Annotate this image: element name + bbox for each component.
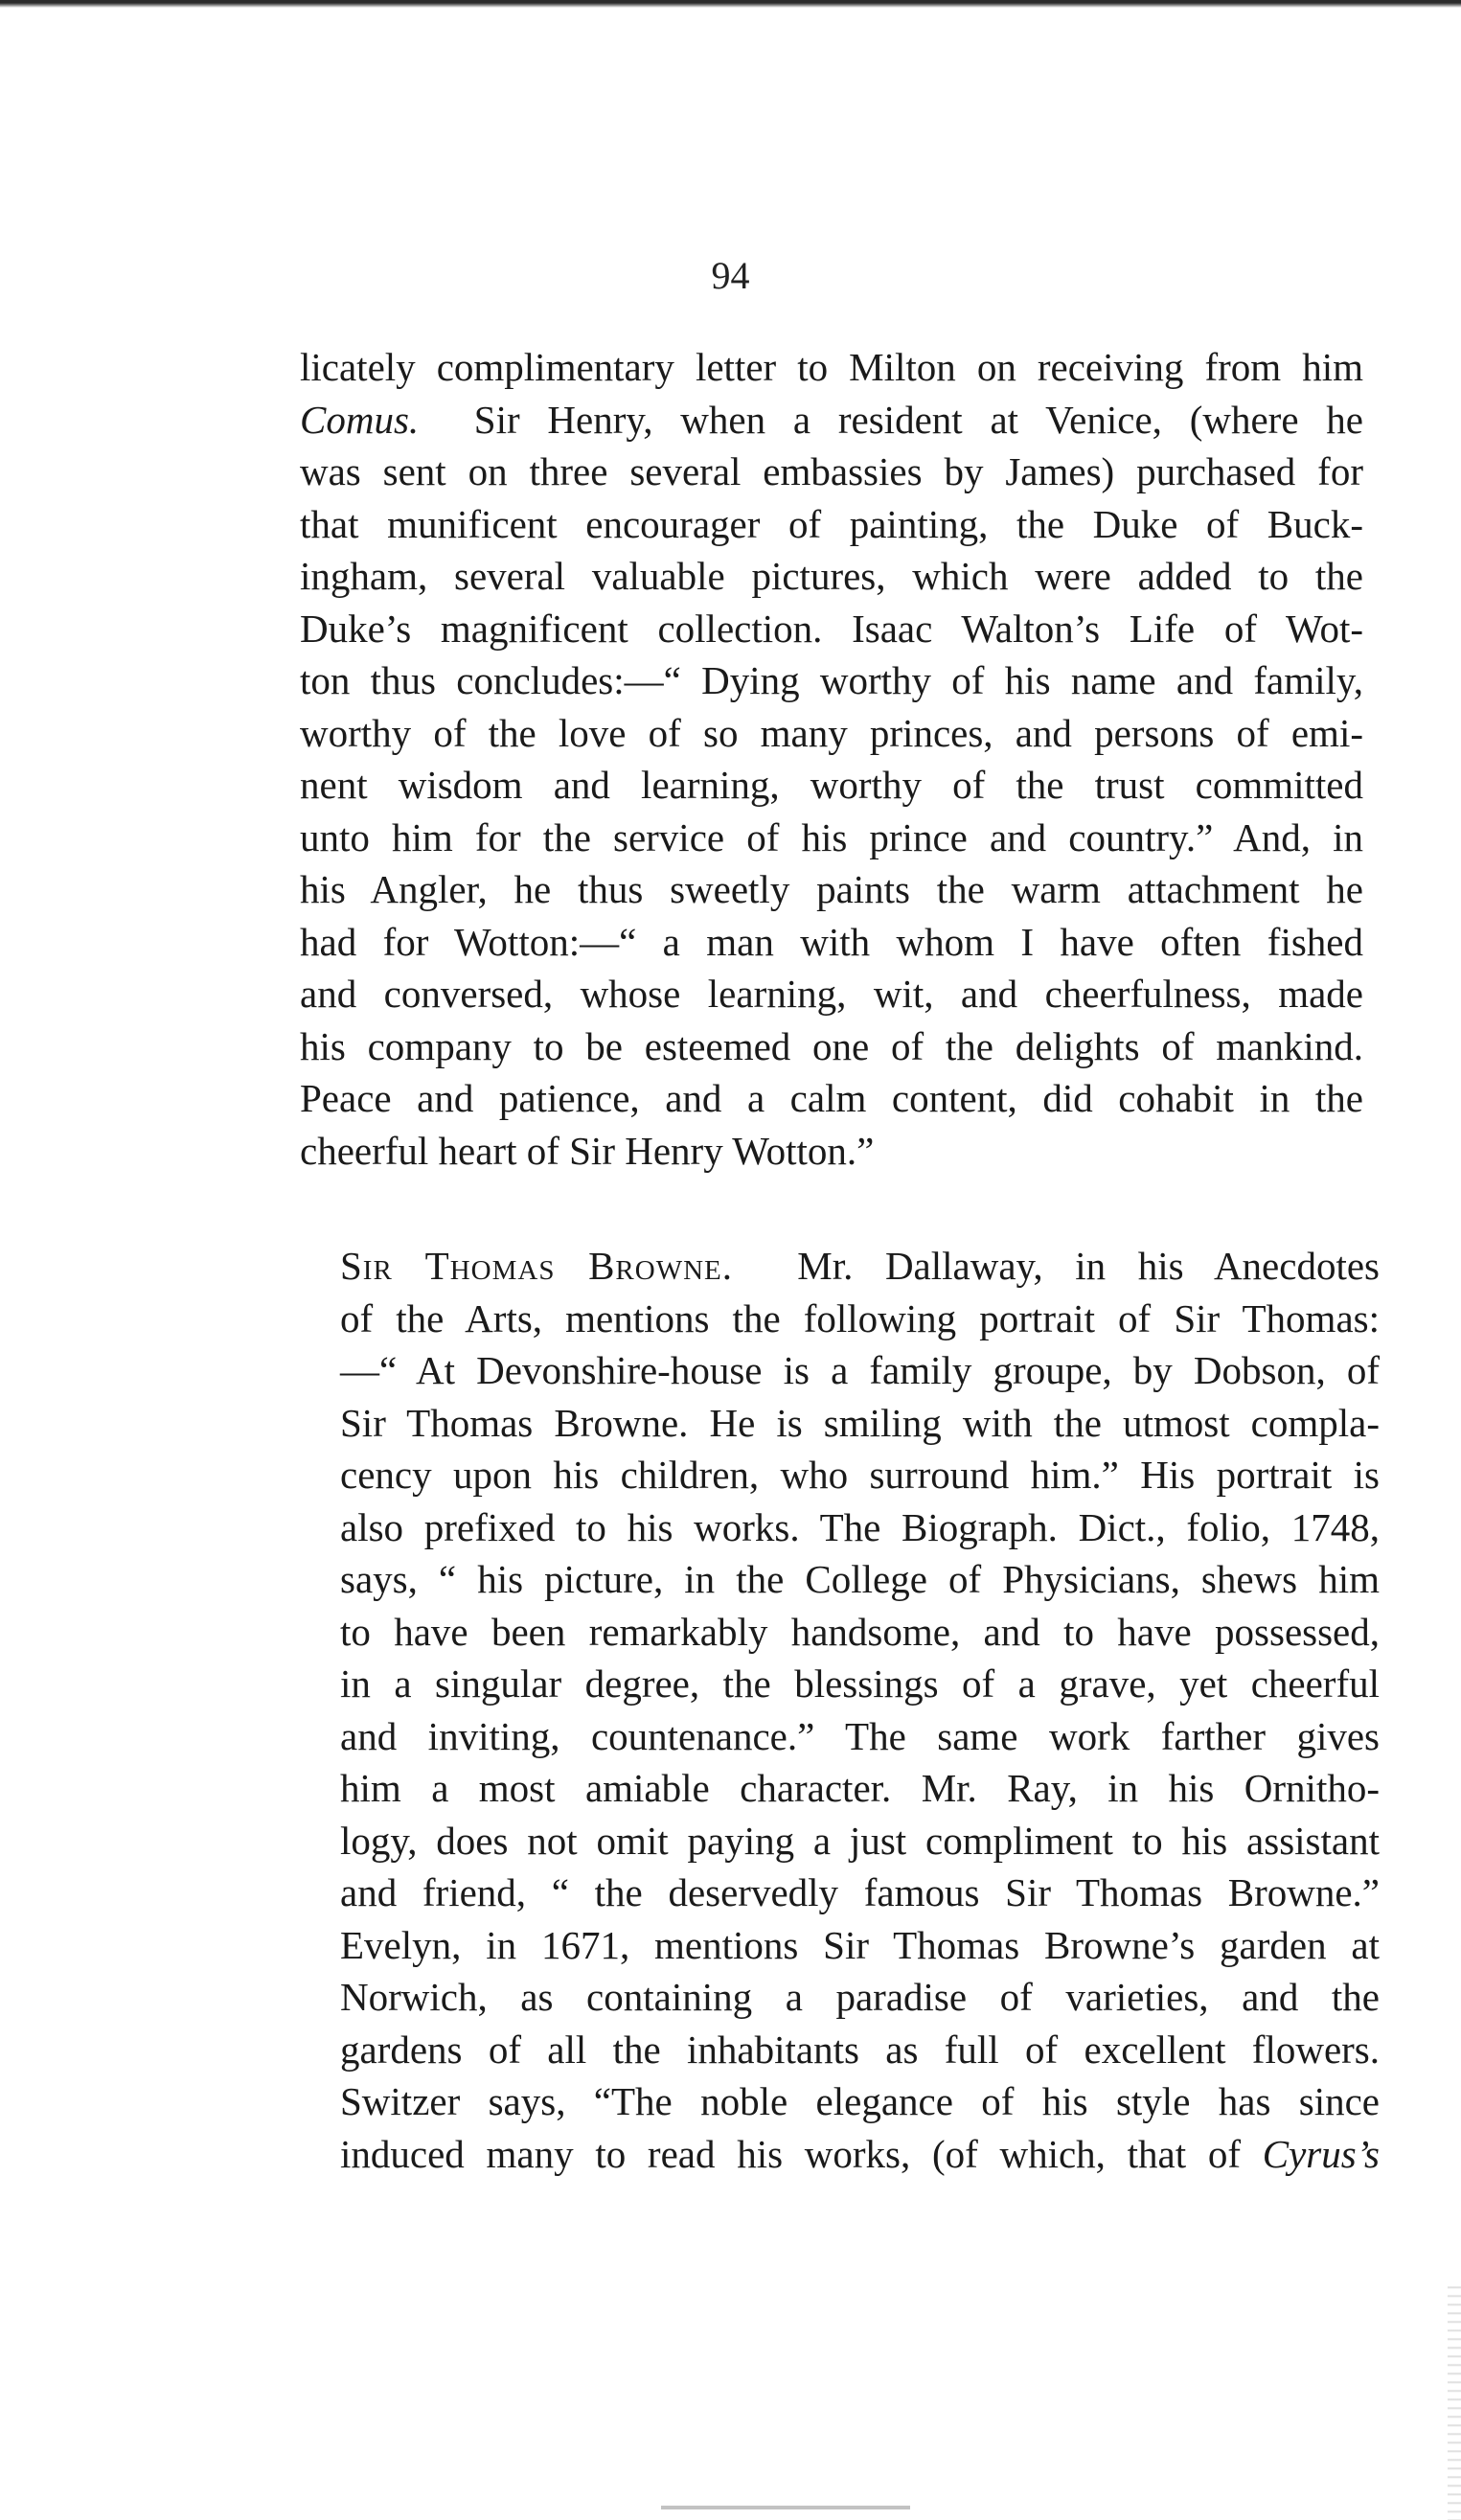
text-line (300, 394, 1363, 447)
text-line: cency upon his children, who surround him.” His portrait is (340, 1453, 1380, 1497)
text-line-rest: induced many to read his works, (of which, that of (340, 2131, 1241, 2176)
section-heading-sir-thomas-browne: Sir Thomas Browne. (340, 1244, 733, 1288)
text-line: was sent on three several embassies by James) purchased for (300, 449, 1363, 493)
italic-title-cyrus: Cyrus’s (1262, 2131, 1380, 2176)
text-line: to have been remarkably handsome, and to have possessed, (340, 1609, 1380, 1654)
bottom-edge-mark (661, 2506, 910, 2509)
top-edge-rule (0, 0, 1461, 8)
text-line: Duke’s magnificent collection. Isaac Walton’s Life of Wot- (300, 606, 1363, 651)
text-line: that munificent encourager of painting, the Duke of Buck- (300, 501, 1363, 546)
text-line-rest: Sir Henry, when a resident at Venice, (where he (473, 397, 1364, 442)
text-line: nent wisdom and learning, worthy of the trust committed (300, 763, 1363, 807)
paragraph-browne (340, 1240, 1380, 2180)
italic-title-comus: Comus. (300, 397, 420, 442)
text-line: his company to be esteemed one of the delights of mankind. (300, 1023, 1363, 1068)
text-line (340, 2128, 1380, 2181)
text-line: cheerful heart of Sir Henry Wotton.” (300, 1128, 875, 1173)
text-line: logy, does not omit paying a just compliment to his assistant (340, 1818, 1380, 1863)
paragraph-wotton (300, 341, 1363, 1177)
text-line: Peace and patience, and a calm content, did cohabit in the (300, 1076, 1363, 1120)
text-line: had for Wotton:—“ a man with whom I have often fished (300, 919, 1363, 964)
text-line: Norwich, as containing a paradise of varieties, and the (340, 1975, 1380, 2019)
text-line: Sir Thomas Browne. He is smiling with the utmost compla- (340, 1400, 1380, 1445)
text-line: and inviting, countenance.” The same work farther gives (340, 1713, 1380, 1758)
text-line: and friend, “ the deservedly famous Sir Thomas Browne.” (340, 1870, 1380, 1914)
text-line: gardens of all the inhabitants as full of excellent flowers. (340, 2027, 1380, 2072)
text-line: unto him for the service of his prince and country.” And, in (300, 814, 1363, 859)
text-line-rest: Mr. Dallaway, in his Anecdotes (797, 1244, 1380, 1288)
text-line (340, 1240, 1380, 1293)
text-line: also prefixed to his works. The Biograph. Dict., folio, 1748, (340, 1504, 1380, 1549)
text-line: —“ At Devonshire-house is a family groupe, by Dobson, of (340, 1348, 1380, 1392)
text-line: Evelyn, in 1671, mentions Sir Thomas Browne’s garden at (340, 1922, 1380, 1967)
text-line: licately complimentary letter to Milton on receiving from him (300, 345, 1363, 389)
text-line: ton thus concludes:—“ Dying worthy of his name and family, (300, 658, 1363, 702)
text-line: ingham, several valuable pictures, which were added to the (300, 554, 1363, 598)
text-line: and conversed, whose learning, wit, and cheerfulness, made (300, 972, 1363, 1016)
text-line: of the Arts, mentions the following portrait of Sir Thomas: (340, 1295, 1380, 1340)
page-edge-speckle (1448, 2280, 1461, 2520)
text-line: Switzer says, “The noble elegance of his style has since (340, 2079, 1380, 2123)
text-line: him a most amiable character. Mr. Ray, in his Ornitho- (340, 1766, 1380, 1810)
text-line: worthy of the love of so many princes, and persons of emi- (300, 710, 1363, 755)
text-line: says, “ his picture, in the College of Physicians, shews him (340, 1557, 1380, 1601)
page-number: 94 (711, 254, 750, 297)
text-line: his Angler, he thus sweetly paints the warm attachment he (300, 867, 1363, 911)
text-line: in a singular degree, the blessings of a grave, yet cheerful (340, 1661, 1380, 1706)
